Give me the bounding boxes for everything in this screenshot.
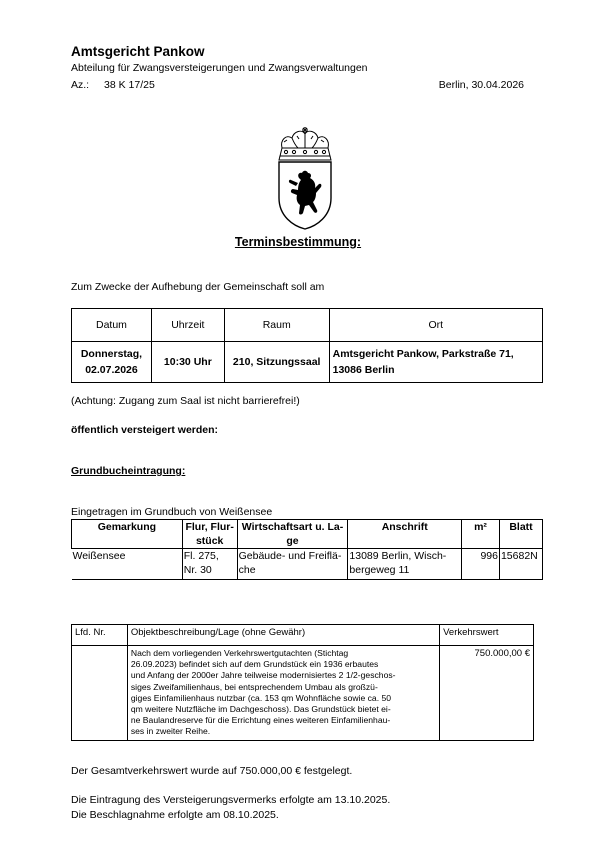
header-market-value: Verkehrswert <box>440 625 534 646</box>
place-date: Berlin, 30.04.2026 <box>438 79 524 91</box>
file-number-label: Az.: <box>71 79 90 91</box>
land-register-heading: Grundbucheintragung: <box>71 465 186 477</box>
description-line: siges Zweifamilienhaus, bei entsprechendem Umbau als großzü- <box>130 681 378 692</box>
object-number <box>72 646 128 741</box>
accessibility-note: (Achtung: Zugang zum Saal ist nicht barrierefrei!) <box>71 395 300 407</box>
header-description: Objektbeschreibung/Lage (ohne Gewähr) <box>127 625 439 646</box>
appointment-header-row <box>72 309 543 342</box>
appointment-date-value: 02.07.2026 <box>85 364 138 376</box>
description-line: Nach dem vorliegenden Verkehrswertgutachten (Stichtag <box>130 648 349 658</box>
header-blatt: Blatt <box>499 520 542 549</box>
gemarkung-value: Weißensee <box>72 549 183 580</box>
header-gemarkung: Gemarkung <box>72 520 183 549</box>
object-row <box>72 646 534 741</box>
wirtschaftsart-value-line-2: che <box>238 564 256 576</box>
appointment-row <box>72 342 543 383</box>
intro-text: Zum Zwecke der Aufhebung der Gemeinschaft soll am <box>71 281 325 293</box>
header-lfd-nr: Lfd. Nr. <box>72 625 128 646</box>
location-line-1: Amtsgericht Pankow, Parkstraße 71, <box>332 348 514 360</box>
header-wirtschaftsart-line-1: Wirtschaftsart u. La- <box>241 521 344 533</box>
wirtschaftsart-value <box>237 549 348 580</box>
appointment-table <box>71 308 543 383</box>
description-line: ses in zweiter Reihe. <box>130 726 211 737</box>
header-flur-line-1: Flur, Flur- <box>185 521 234 533</box>
seizure-text: Die Beschlagnahme erfolgte am 08.10.2025. <box>71 809 279 821</box>
appointment-weekday: Donnerstag, <box>80 348 143 360</box>
document-title: Terminsbestimmung: <box>234 235 362 249</box>
description-line: qm weitere Nutzfläche im Dachgeschoss). Das Grundstück bietet ei- <box>130 704 391 715</box>
appointment-room: 210, Sitzungssaal <box>224 342 329 383</box>
description-line: ne Baulandreserve für die Errichtung eines weiteren Einfamilienhau- <box>130 715 391 726</box>
wirtschaftsart-value-line-1: Gebäude- und Freiflä- <box>238 550 342 562</box>
land-register-row <box>72 549 543 580</box>
area-value: 996 <box>462 549 500 580</box>
auction-text: öffentlich versteigert werden: <box>71 424 219 436</box>
land-register-table <box>71 519 543 580</box>
header-anschrift: Anschrift <box>348 520 462 549</box>
court-name: Amtsgericht Pankow <box>71 44 205 59</box>
anschrift-value <box>348 549 462 580</box>
header-wirtschaftsart-line-2: ge <box>286 535 299 547</box>
header-wirtschaftsart <box>237 520 348 549</box>
land-register-header-row <box>72 520 543 549</box>
land-register-intro: Eingetragen im Grundbuch von Weißensee <box>71 506 273 518</box>
header-flur <box>182 520 237 549</box>
header-time: Uhrzeit <box>151 309 224 342</box>
object-description <box>127 646 439 741</box>
flur-value <box>182 549 237 580</box>
appointment-date <box>72 342 152 383</box>
description-line: und Anfang der 2000er Jahre teilweise modernisiertes 2 1/2-geschos- <box>130 670 396 681</box>
anschrift-value-line-1: 13089 Berlin, Wisch- <box>349 550 447 562</box>
object-table <box>71 624 534 741</box>
total-value-text: Der Gesamtverkehrswert wurde auf 750.000,00 € festgelegt. <box>71 765 353 777</box>
header-date: Datum <box>72 309 152 342</box>
object-header-row <box>72 625 534 646</box>
flur-value-line-1: Fl. 275, <box>183 550 219 562</box>
header-room: Raum <box>224 309 329 342</box>
description-line: giges Einfamilienhaus nutzbar (ca. 153 qm Wohnfläche sowie ca. 50 <box>130 692 392 703</box>
anschrift-value-line-2: bergeweg 11 <box>349 564 410 576</box>
object-market-value: 750.000,00 € <box>440 646 534 741</box>
flur-value-line-2: Nr. 30 <box>183 564 212 576</box>
file-number: 38 K 17/25 <box>104 79 155 91</box>
header-flur-line-2: stück <box>195 535 224 547</box>
blatt-value: 15682N <box>499 549 542 580</box>
appointment-location <box>329 342 542 383</box>
berlin-coat-of-arms-icon <box>272 126 338 230</box>
description-line: 26.09.2023) befindet sich auf dem Grundstück ein 1936 erbautes <box>130 659 379 670</box>
registration-text: Die Eintragung des Versteigerungsvermerks erfolgte am 13.10.2025. <box>71 794 391 806</box>
header-location: Ort <box>329 309 542 342</box>
header-area: m² <box>462 520 500 549</box>
department-name: Abteilung für Zwangsversteigerungen und Zwangsverwaltungen <box>71 62 368 74</box>
appointment-time: 10:30 Uhr <box>151 342 224 383</box>
location-line-2: 13086 Berlin <box>332 364 395 376</box>
